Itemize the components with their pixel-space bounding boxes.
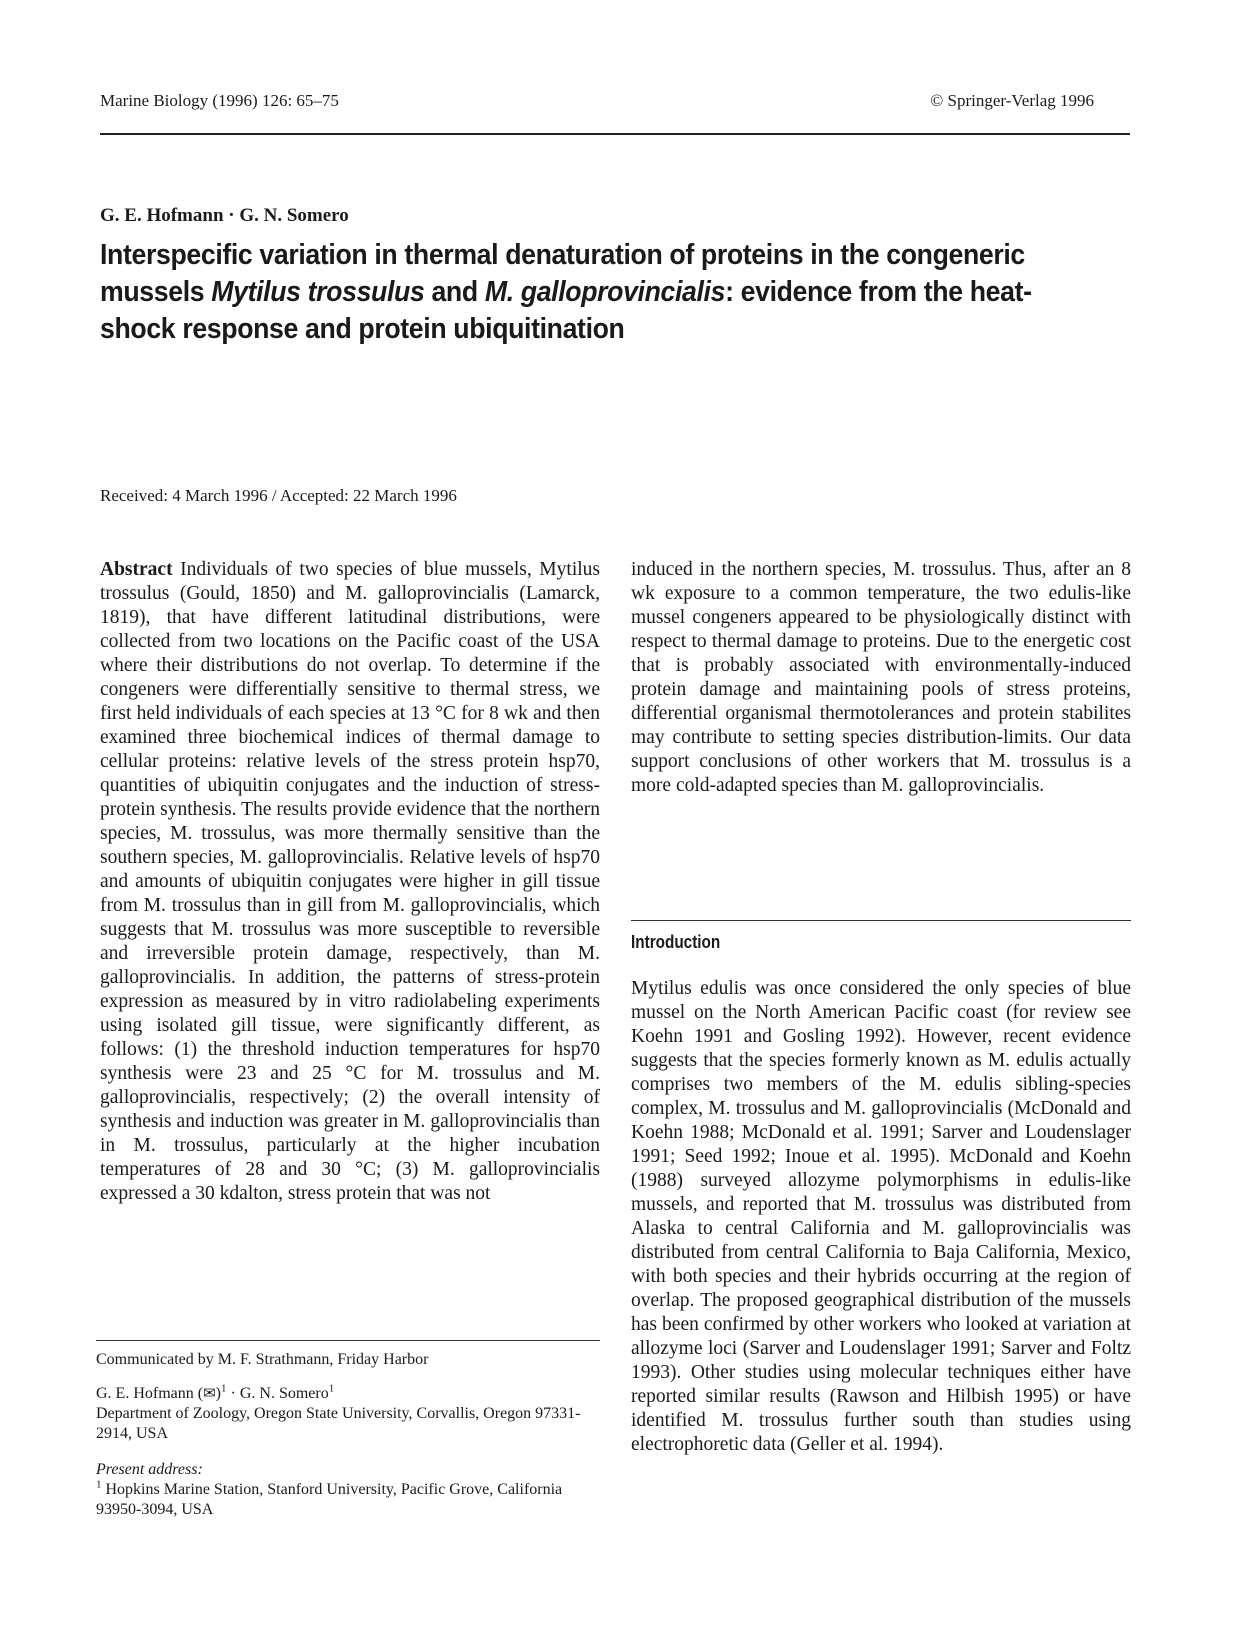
copyright-notice: © Springer-Verlag 1996 [930,91,1094,110]
communicated-note: Communicated by M. F. Strathmann, Friday Harbor [96,1351,429,1368]
affiliation: Department of Zoology, Oregon State University, Corvallis, Oregon 97331-2914, USA [96,1405,581,1442]
author-affiliation-block: G. E. Hofmann (✉)$^1$ · G. N. Somero$^1$ Department of Zoology, Oregon State University, Corvallis, Oregon 97331-2914, USA [96,1384,606,1444]
envelope-icon: ✉ [203,1386,216,1402]
introduction-text: Mytilus edulis was once considered the only species of blue mussel on the North American Pacific coast (for review see Koehn 1991 and Gosling 1992). However, recent evidence suggests that the species formerly known as M. edulis actually comprises two members of the M. edulis sibling-species complex, M. trossulus and M. galloprovincialis (McDonald and Koehn 1988; McDonald et al. 1991; Sarver and Loudenslager 1991; Seed 1992; Inoue et al. 1995). McDonald and Koehn (1988) surveyed allozyme polymorphisms in edulis-like mussels, and reported that M. trossulus was distributed from Alaska to central California and M. galloprovincialis was distributed from central California to Baja California, Mexico, with both species and their hybrids occurring at the region of overlap. The proposed geographical distribution of the mussels has been confirmed by other workers who looked at variation at allozyme loci (Sarver and Loudenslager 1991; Sarver and Foltz 1993). Other studies using molecular techniques either have reported similar results (Rawson and Hilbish 1995) or have identified M. trossulus further south than studies using electrophoretic data (Geller et al. 1994). [631,978,1131,1455]
introduction-body [631,977,1131,1457]
section-rule [631,920,1131,921]
received-dates: Received: 4 March 1996 / Accepted: 22 March 1996 [100,486,457,505]
present-address-block: Present address: $^1$ Hopkins Marine Station, Stanford University, Pacific Grove, California 93950-3094, USA [96,1461,563,1518]
abstract-right-column [631,558,1131,798]
abstract-left-column [100,558,600,1206]
introduction-heading: Introduction [631,932,721,952]
article-title: Interspecific variation in thermal denaturation of proteins in the congeneric mussels Mytilus trossulus and M. galloprovincialis: evidence from the heat-shock response and protein ubiquitination [100,239,1032,345]
abstract-label: Abstract [100,559,173,580]
abstract-continuation: induced in the northern species, M. trossulus. Thus, after an 8 wk exposure to a common temperature, the two edulis-like mussel congeners appeared to be physiologically distinct with respect to thermal damage to proteins. Due to the energetic cost that is probably associated with environmentally-induced protein damage and maintaining pools of stress proteins, differential organismal thermotolerances and protein stabilites may contribute to setting species distribution-limits. Our data support conclusions of other workers that M. trossulus is a more cold-adapted species than M. galloprovincialis. [631,559,1131,796]
header-rule [100,133,1130,135]
author-list: G. E. Hofmann · G. N. Somero [100,205,349,226]
footnote-rule [96,1340,600,1341]
journal-citation: Marine Biology (1996) 126: 65–75 [100,91,339,110]
abstract-text: Individuals of two species of blue mussels, Mytilus trossulus (Gould, 1850) and M. galloprovincialis (Lamarck, 1819), that have different latitudinal distributions, were collected from two locations on the Pacific coast of the USA where their distributions do not overlap. To determine if the congeners were differentially sensitive to thermal stress, we first held individuals of each species at 13 °C for 8 wk and then examined three biochemical indices of thermal damage to cellular proteins: relative levels of the stress protein hsp70, quantities of ubiquitin conjugates and the induction of stress-protein synthesis. The results provide evidence that the northern species, M. trossulus, was more thermally sensitive than the southern species, M. galloprovincialis. Relative levels of hsp70 and amounts of ubiquitin conjugates were higher in gill tissue from M. trossulus than in gill from M. galloprovincialis, which suggests that M. trossulus was more susceptible to reversible and irreversible protein damage, respectively, than M. galloprovincialis. In addition, the patterns of stress-protein expression as measured by in vitro radiolabeling experiments using isolated gill tissue, were significantly different, as follows: (1) the threshold induction temperatures for hsp70 synthesis were 23 and 25 °C for M. trossulus and M. galloprovincialis, respectively; (2) the overall intensity of synthesis and induction was greater in M. galloprovincialis than in M. trossulus, particularly at the higher incubation temperatures of 28 and 30 °C; (3) M. galloprovincialis expressed a 30 kdalton, stress protein that was not [100,559,600,1204]
present-address-text: Hopkins Marine Station, Stanford University, Pacific Grove, California 93950-3094, USA [96,1481,563,1518]
present-address-label: Present address: [96,1461,203,1478]
